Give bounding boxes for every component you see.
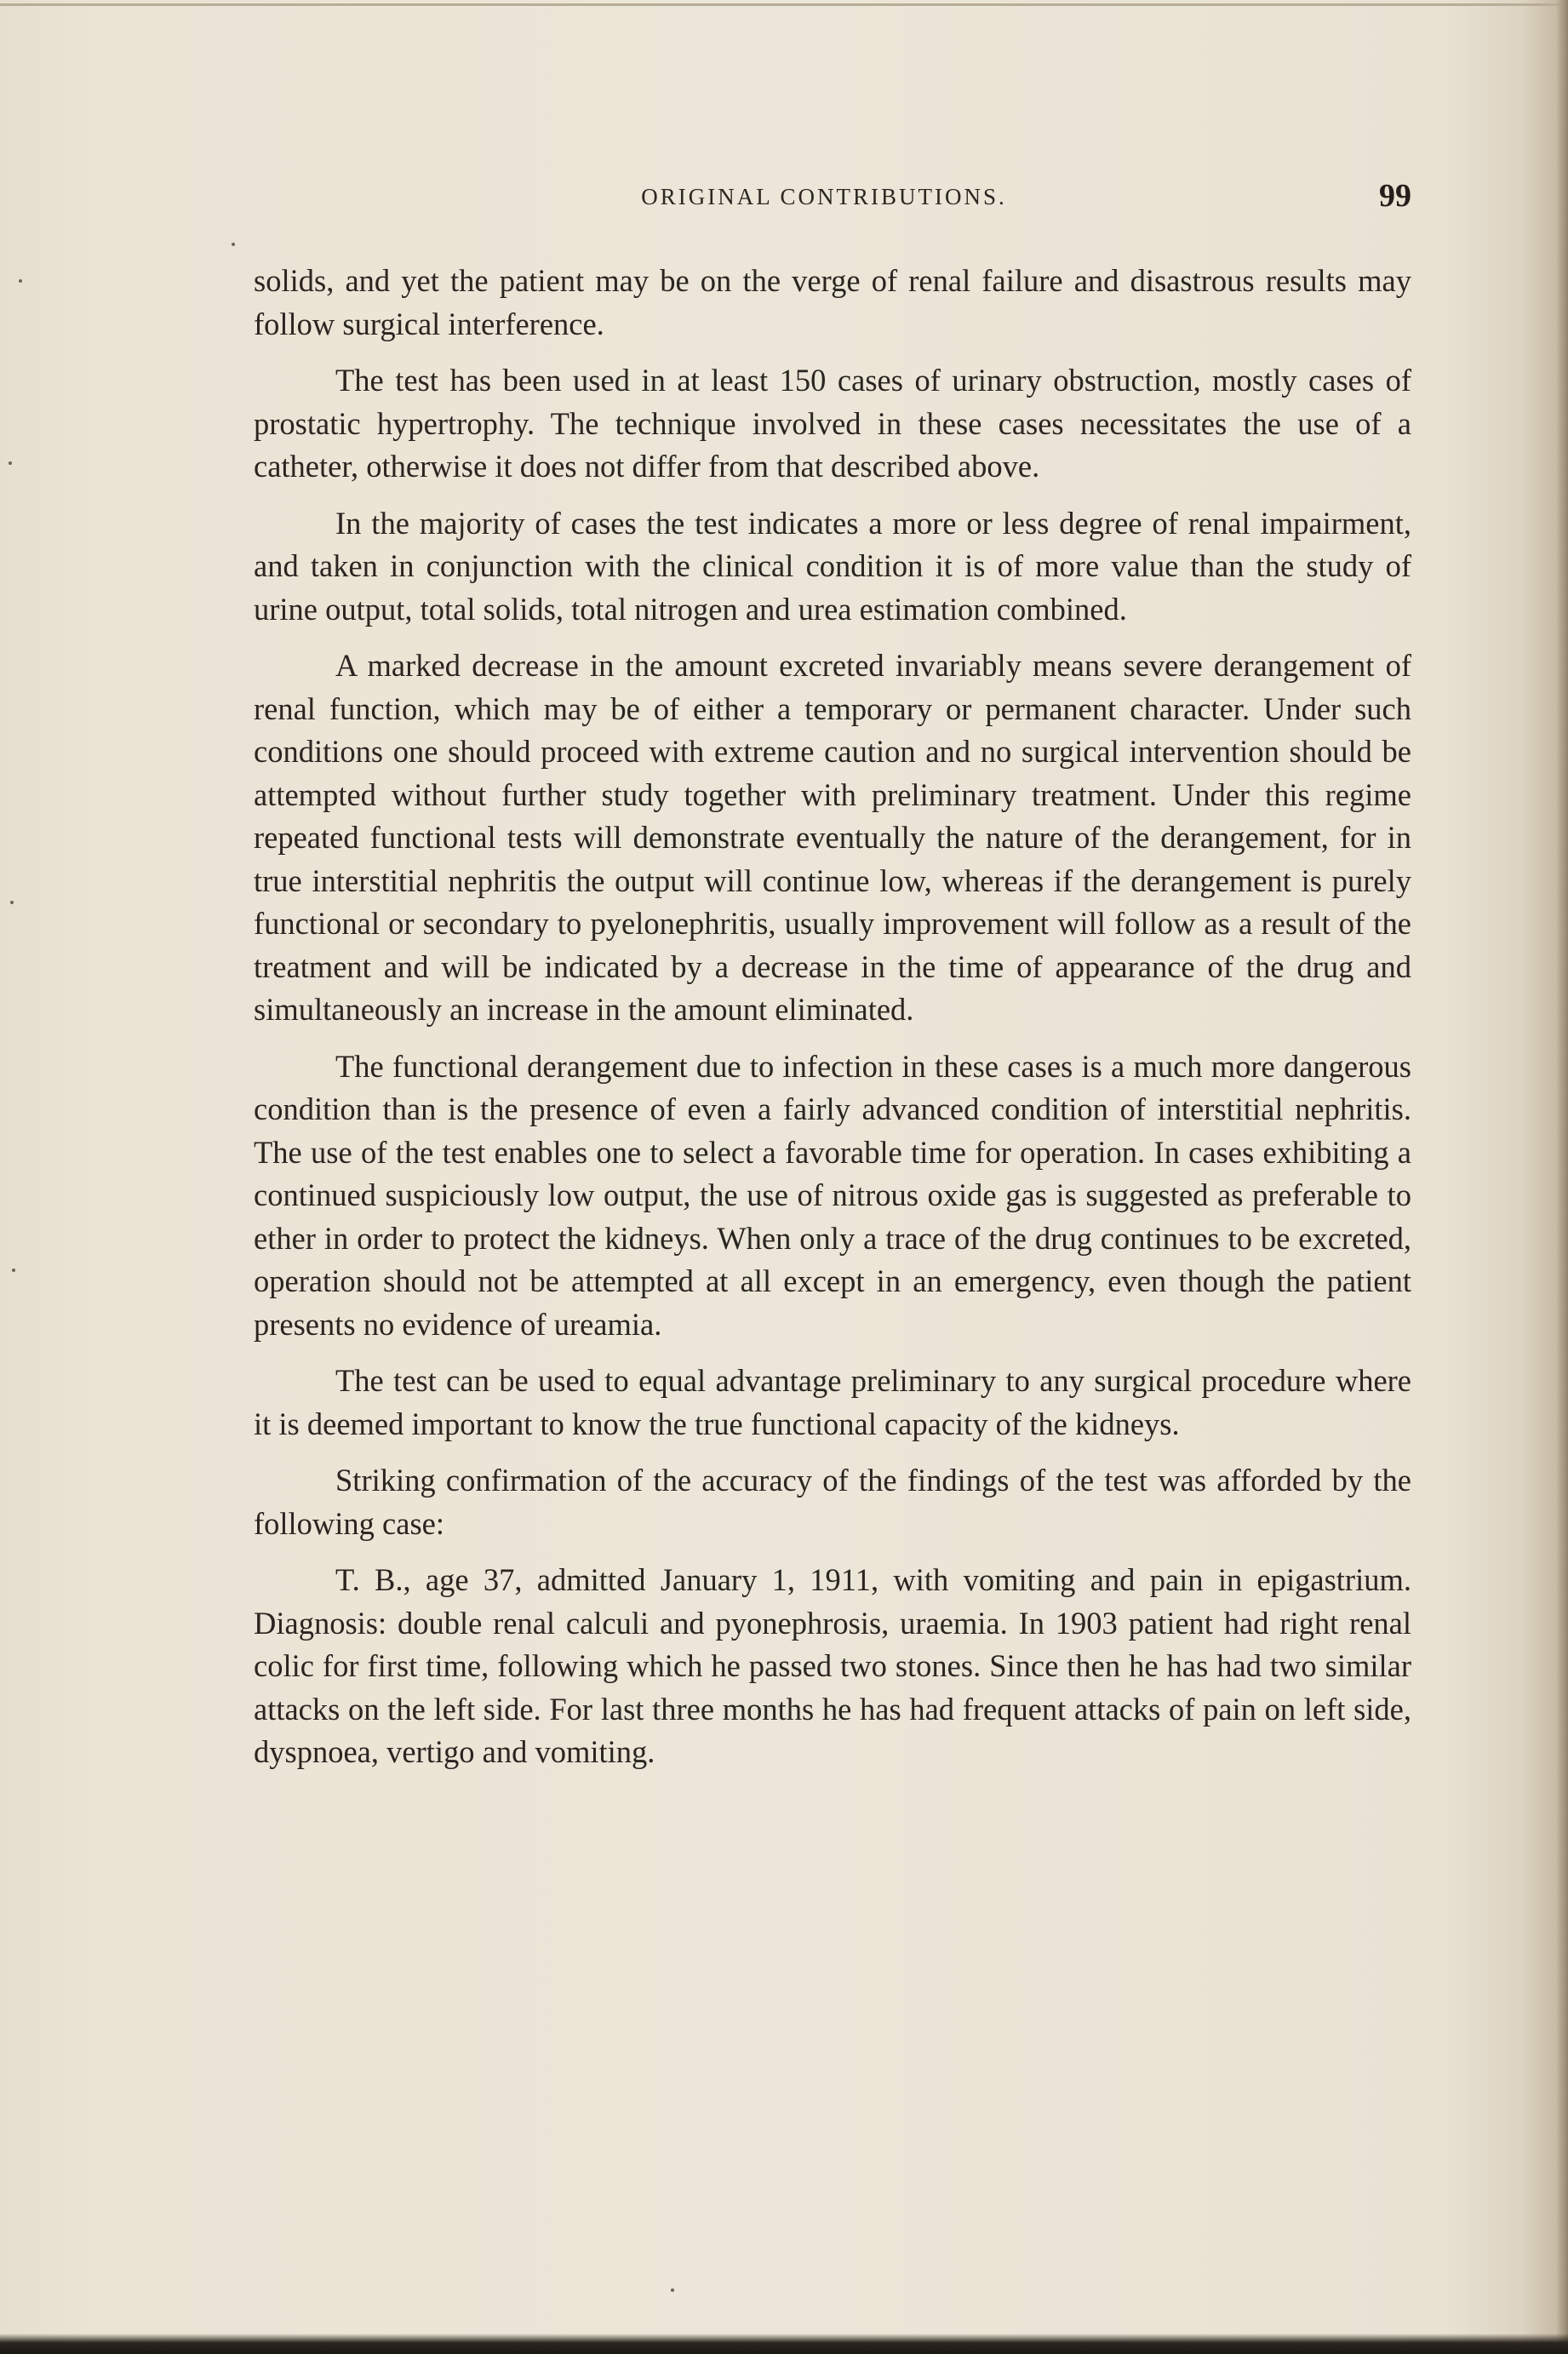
margin-speck: [19, 279, 22, 283]
margin-speck: [671, 2288, 674, 2292]
top-page-edge: [0, 3, 1568, 6]
paragraph: T. B., age 37, admitted January 1, 1911, with vomiting and pain in epigastrium. Diagnosis: double renal calculi and pyonephrosis, uraemia. In 1903 patient had right renal colic for first time, following which he passed two stones. Since then he has had two similar attacks on the left side. For last three months he has had frequent attacks of pain on left side, dyspnoea, vertigo and vomiting.: [254, 1562, 1411, 1769]
paragraph: In the majority of cases the test indicates a more or less degree of renal impairment, and taken in conjunction with the clinical condition it is of more value than the study of urine output, total solids, total nitrogen and urea estimation combined.: [254, 505, 1411, 627]
margin-speck: [232, 243, 235, 246]
margin-speck: [10, 901, 14, 904]
page-bottom-shadow: [0, 2334, 1568, 2354]
page-header: [237, 180, 1411, 223]
body-text: [254, 260, 1411, 1788]
margin-speck: [12, 1269, 15, 1272]
margin-speck: [9, 461, 12, 465]
page-number: 99: [1379, 178, 1411, 214]
paragraph: The test can be used to equal advantage preliminary to any surgical procedure where it is deemed important to know the true functional capacity of the kidneys.: [254, 1363, 1411, 1441]
paragraph: Striking confirmation of the accuracy of the findings of the test was afforded by the following case:: [254, 1463, 1411, 1541]
running-head: ORIGINAL CONTRIBUTIONS.: [641, 184, 1007, 209]
paragraph: The functional derangement due to infection in these cases is a much more dangerous condition than is the presence of even a fairly advanced condition of interstitial nephritis. The use of the test enables one to select a favorable time for operation. In cases exhibiting a continued suspiciously low output, the use of nitrous oxide gas is suggested as preferable to ether in order to protect the kidneys. When only a trace of the drug continues to be excreted, operation should not be attempted at all except in an emergency, even though the patient presents no evidence of ureamia.: [254, 1048, 1411, 1342]
paragraph: A marked decrease in the amount excreted invariably means severe derangement of renal function, which may be of either a temporary or permanent character. Under such conditions one should proceed with extreme caution and no surgical intervention should be attempted without further study together with preliminary treatment. Under this regime repeated functional tests will demonstrate eventually the nature of the derangement, for in true interstitial nephritis the output will continue low, whereas if the derangement is purely functional or secondary to pyelonephritis, usually improvement will follow as a result of the treatment and will be indicated by a decrease in the time of appearance of the drug and simultaneously an increase in the amount eliminated.: [254, 648, 1411, 1027]
paragraph: solids, and yet the patient may be on the verge of renal failure and disastrous results may follow surgical interference.: [254, 263, 1411, 341]
page-gutter-shadow: [1556, 0, 1568, 2354]
paragraph: The test has been used in at least 150 cases of urinary obstruction, mostly cases of prostatic hypertrophy. The technique involved in these cases necessitates the use of a catheter, otherwise it does not differ from that described above.: [254, 363, 1411, 484]
